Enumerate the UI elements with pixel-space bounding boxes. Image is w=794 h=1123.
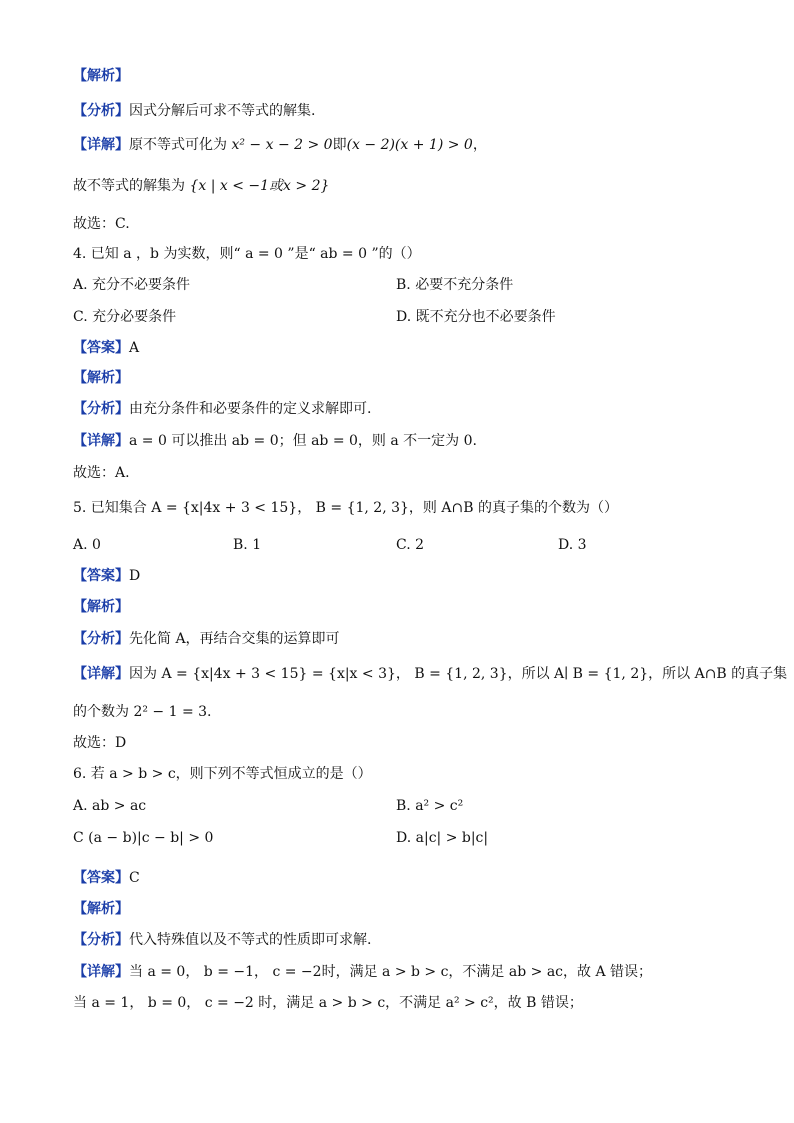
question-5-stem <box>73 498 618 518</box>
xiangjie-text-cont: 当 a = 1， b = 0， c = −2 时，满足 a > b > c，不满足 a² > c²，故 B 错误； <box>73 995 583 1011</box>
xiangjie-text: 因为 A = {x|4x + 3 < 15} = {x|x < 3}， B = {1, 2, 3}，所以 A∣ B = {1, 2}，所以 A∩B 的真子集 <box>129 666 788 682</box>
jiexi-label-q4 <box>73 368 129 388</box>
xiangjie-tag: 【详解】 <box>73 433 129 449</box>
xiangjie-tag: 【详解】 <box>73 666 129 682</box>
fenxi-line-q6 <box>73 930 371 950</box>
daan-line-q4 <box>73 338 139 358</box>
q4-option-a: A. 充分不必要条件 <box>73 277 191 293</box>
jiexi-label-q5 <box>73 597 129 617</box>
daan-tag: 【答案】 <box>73 340 129 356</box>
fenxi-line-q3 <box>73 101 315 121</box>
q4-option-c: C. 充分必要条件 <box>73 309 177 325</box>
inequality-expression: x² − x − 2 > 0 <box>231 137 333 153</box>
fenxi-tag: 【分析】 <box>73 103 129 119</box>
q6-option-c: C (a − b)|c − b| > 0 <box>73 830 214 846</box>
xiangjie-line-q4 <box>73 431 477 451</box>
solution-set-expression: {x | x < −1或x > 2} <box>189 178 330 194</box>
q5-option-a: A. 0 <box>73 537 101 553</box>
q6-option-b: B. a² > c² <box>396 798 464 814</box>
q4-option-b: B. 必要不充分条件 <box>396 277 514 293</box>
xiangjie-line2-q6 <box>73 993 583 1013</box>
question-4-stem <box>73 244 421 264</box>
solution-set-line-q3 <box>73 176 329 196</box>
xiangjie-text-pre: 原不等式可化为 <box>129 137 227 153</box>
jiexi-tag: 【解析】 <box>73 599 129 615</box>
daan-line-q5 <box>73 566 140 586</box>
jiexi-label-q3 <box>73 66 129 86</box>
answer-line-q3 <box>73 214 130 234</box>
xiangjie-text: 当 a = 0， b = −1， c = −2时，满足 a > b > c，不满足 ab > ac，故 A 错误； <box>129 964 653 980</box>
fenxi-line-q4 <box>73 399 371 419</box>
answer-text: 故选：A. <box>73 465 130 481</box>
xiangjie-tag: 【详解】 <box>73 137 129 153</box>
fenxi-line-q5 <box>73 629 340 649</box>
q5-option-b: B. 1 <box>233 537 262 553</box>
xiangjie-line-q3 <box>73 135 487 155</box>
answer-line-q5 <box>73 733 126 753</box>
q6-option-d: D. a|c| > b|c| <box>396 830 489 846</box>
xiangjie-text-cont: 的个数为 2² − 1 = 3. <box>73 704 212 720</box>
question-stem-text: 6. 若 a > b > c，则下列不等式恒成立的是（） <box>73 766 372 782</box>
fenxi-text: 代入特殊值以及不等式的性质即可求解. <box>129 932 372 948</box>
question-stem-text: 5. 已知集合 A = {x|4x + 3 < 15}， B = {1, 2, 3}，则 A∩B 的真子集的个数为（） <box>73 500 618 516</box>
question-6-stem <box>73 764 372 784</box>
answer-text: 故选：C. <box>73 216 130 232</box>
comma: ， <box>472 137 487 153</box>
q5-option-c: C. 2 <box>396 537 425 553</box>
xiangjie-line2-q5 <box>73 702 212 722</box>
xiangjie-line-q5 <box>73 664 787 684</box>
question-stem-text: 4. 已知 a ，b 为实数，则“ a = 0 ”是“ ab = 0 ”的（） <box>73 246 421 262</box>
q5-option-d: D. 3 <box>558 537 587 553</box>
fenxi-text: 先化简 A，再结合交集的运算即可 <box>129 631 340 647</box>
daan-tag: 【答案】 <box>73 870 129 886</box>
q6-option-a: A. ab > ac <box>73 798 147 814</box>
answer-line-q4 <box>73 463 130 483</box>
fenxi-text: 因式分解后可求不等式的解集. <box>129 103 316 119</box>
solution-set-text: 故不等式的解集为 <box>73 178 185 194</box>
fenxi-tag: 【分析】 <box>73 631 129 647</box>
jiexi-tag: 【解析】 <box>73 901 129 917</box>
q4-option-d: D. 既不充分也不必要条件 <box>396 309 556 325</box>
fenxi-tag: 【分析】 <box>73 932 129 948</box>
answer-text: 故选：D <box>73 735 127 751</box>
jiexi-tag: 【解析】 <box>73 370 129 386</box>
xiangjie-text-mid: 即 <box>332 137 347 153</box>
daan-value: C <box>129 870 140 886</box>
xiangjie-line-q6 <box>73 962 652 982</box>
daan-value: A <box>129 340 140 356</box>
xiangjie-text: a = 0 可以推出 ab = 0；但 ab = 0，则 a 不一定为 0. <box>129 433 477 449</box>
xiangjie-tag: 【详解】 <box>73 964 129 980</box>
daan-line-q6 <box>73 868 140 888</box>
daan-value: D <box>129 568 141 584</box>
fenxi-tag: 【分析】 <box>73 401 129 417</box>
daan-tag: 【答案】 <box>73 568 129 584</box>
jiexi-label-q6 <box>73 899 129 919</box>
jiexi-tag: 【解析】 <box>73 68 129 84</box>
factored-expression: (x − 2)(x + 1) > 0 <box>346 137 473 153</box>
fenxi-text: 由充分条件和必要条件的定义求解即可. <box>129 401 372 417</box>
